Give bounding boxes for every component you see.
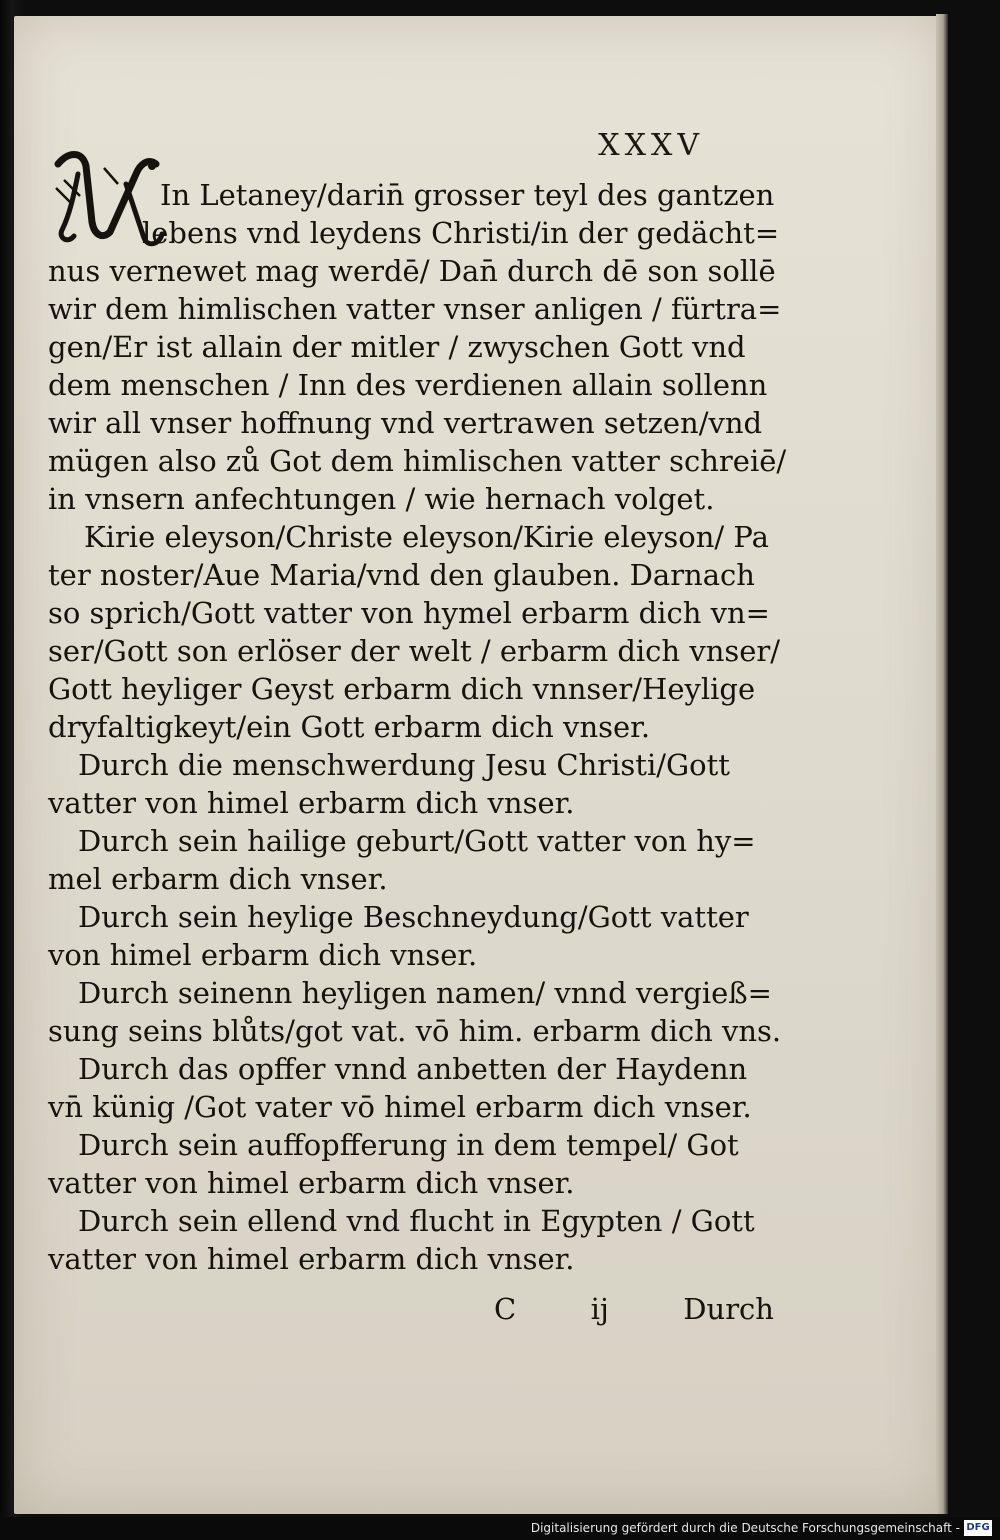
text-line: dem menschen / Inn des verdienen allain sollenn	[48, 368, 768, 402]
text-line: Durch die menschwerdung Jesu Christi/Gott	[78, 748, 730, 782]
text-line: dryfaltigkeyt/ein Gott erbarm dich vnser.	[48, 710, 651, 744]
text-line: Durch sein hailige geburt/Gott vatter von hy=	[78, 824, 756, 858]
signature-letter: C	[494, 1292, 517, 1326]
signature-number: ij	[590, 1292, 609, 1326]
text-line: Durch sein auffopfferung in dem tempel/ Got	[78, 1128, 739, 1162]
text-line: vatter von himel erbarm dich vnser.	[48, 1242, 575, 1276]
text-line: wir dem himlischen vatter vnser anligen / fürtra=	[48, 292, 782, 326]
text-line: ser/Gott son erlöser der welt / erbarm dich vnser/	[48, 634, 781, 668]
footer-credit: Digitalisierung gefördert durch die Deutsche Forschungsgemeinschaft -	[530, 1521, 960, 1535]
text-line: lebens vnd leydens Christi/in der gedächt=	[142, 216, 780, 250]
text-line: sung seins blůts/got vat. vō him. erbarm dich vns.	[48, 1014, 782, 1048]
text-line: vn̄ künig /Got vater vō himel erbarm dich vnser.	[48, 1090, 752, 1124]
text-line: wir all vnser hoffnung vnd vertrawen setzen/vnd	[48, 406, 763, 440]
text-line: In Letaney/darin̄ grosser teyl des gantzen	[160, 178, 775, 212]
text-line: Gott heyliger Geyst erbarm dich vnnser/Heylige	[48, 672, 756, 706]
text-line: Kirie eleyson/Christe eleyson/Kirie eleyson/ Pa	[84, 520, 769, 554]
decorated-initial-icon	[48, 144, 168, 254]
book-page	[14, 16, 944, 1514]
text-line: in vnsern anfechtungen / wie hernach volget.	[48, 482, 715, 516]
text-line: Durch seinenn heyligen namen/ vnnd vergieß=	[78, 976, 772, 1010]
text-line: mel erbarm dich vnser.	[48, 862, 388, 896]
signature-catchline	[494, 1292, 774, 1326]
text-line: Durch sein heylige Beschneydung/Gott vatter	[78, 900, 749, 934]
text-line: von himel erbarm dich vnser.	[48, 938, 478, 972]
folio-number: XXXV	[598, 128, 704, 163]
page-edge	[936, 14, 948, 1514]
dfg-logo: DFG	[964, 1520, 992, 1536]
catchword: Durch	[683, 1292, 774, 1326]
text-line: Durch sein ellend vnd flucht in Egypten / Gott	[78, 1204, 755, 1238]
text-line: Durch das opffer vnnd anbetten der Haydenn	[78, 1052, 748, 1086]
text-line: mügen also zů Got dem himlischen vatter schreiē/	[48, 444, 787, 478]
text-line: ter noster/Aue Maria/vnd den glauben. Darnach	[48, 558, 755, 592]
text-line: nus vernewet mag werdē/ Dan̄ durch dē son sollē	[48, 254, 776, 288]
text-line: so sprich/Gott vatter von hymel erbarm dich vn=	[48, 596, 770, 630]
text-block	[48, 176, 787, 1278]
text-line: vatter von himel erbarm dich vnser.	[48, 1166, 575, 1200]
text-line: gen/Er ist allain der mitler / zwyschen Gott vnd	[48, 330, 746, 364]
text-line: vatter von himel erbarm dich vnser.	[48, 786, 575, 820]
